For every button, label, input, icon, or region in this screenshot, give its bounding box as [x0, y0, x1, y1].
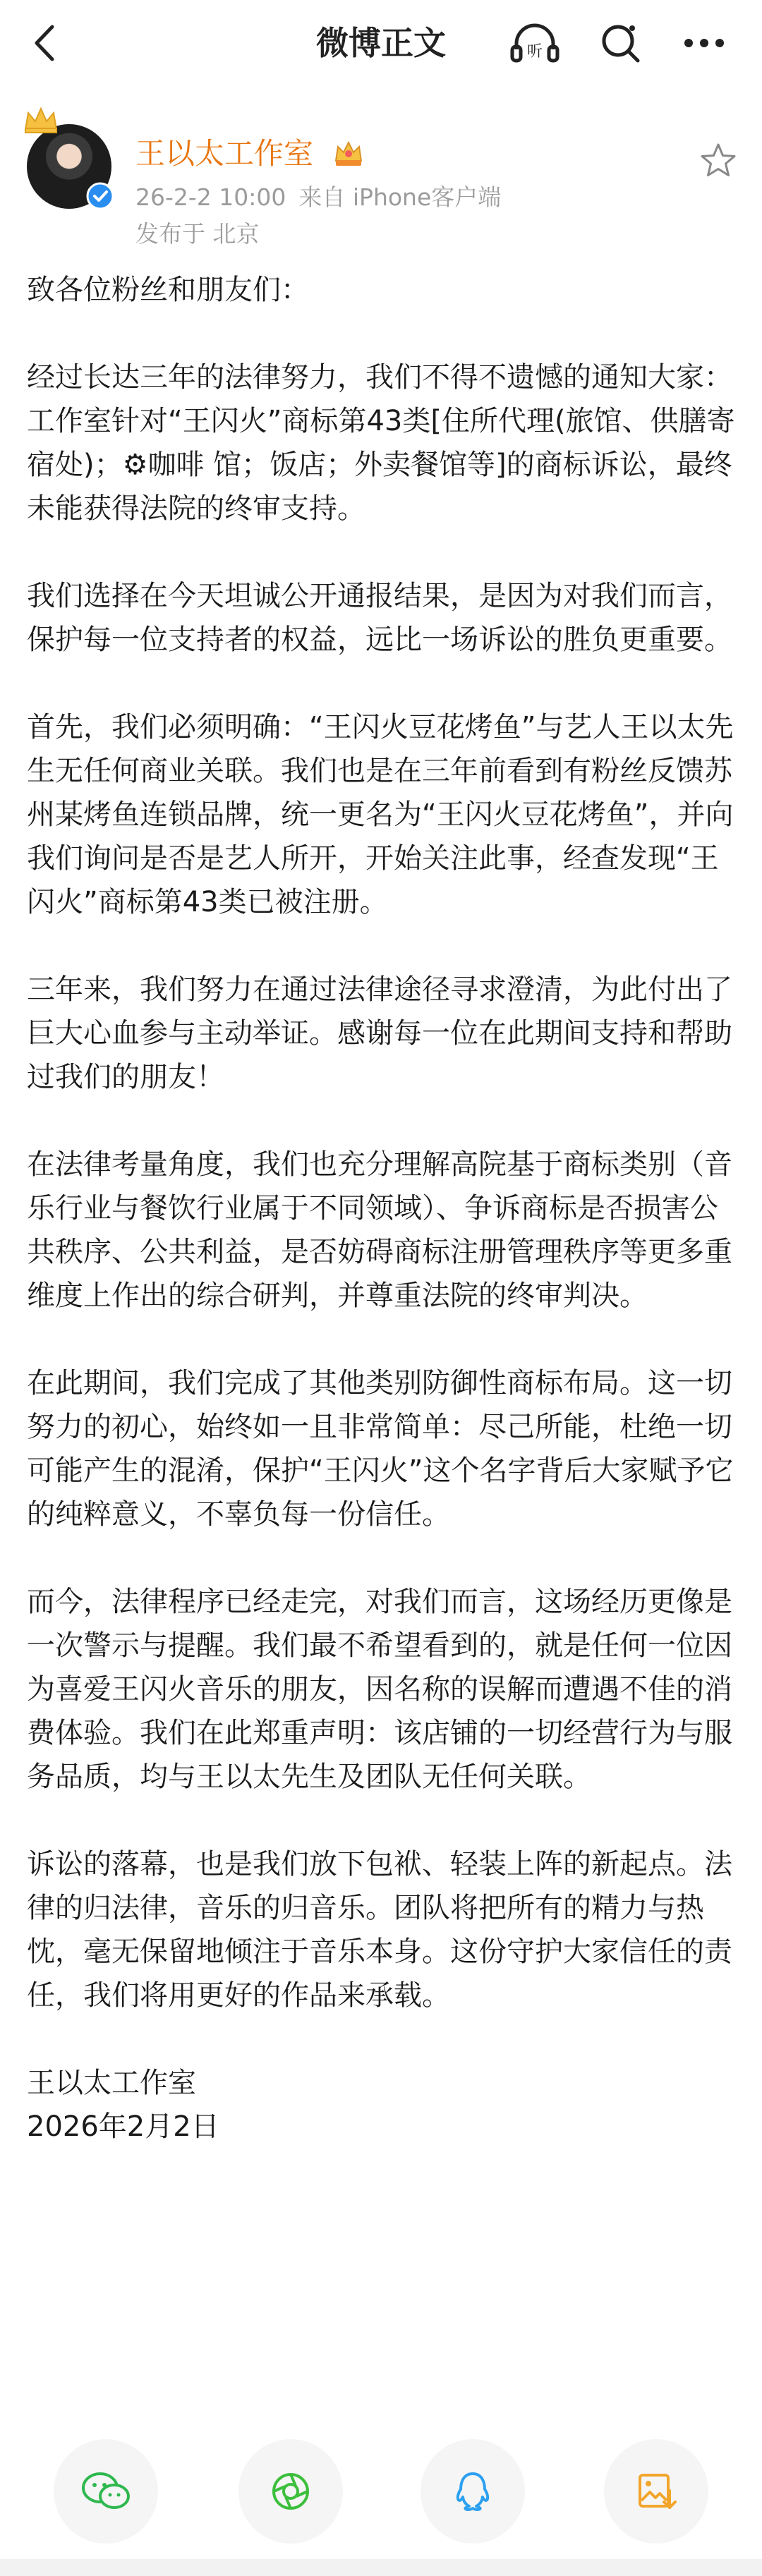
share-moments-button[interactable]: [238, 2439, 343, 2544]
wechat-icon: [78, 2467, 134, 2516]
post-paragraph: 首先，我们必须明确：“王闪火豆花烤鱼”与艺人王以太先生无任何商业关联。我们也是在三年前看到有粉丝反馈苏州某烤鱼连锁品牌，统一更名为“王闪火豆花烤鱼”，并向我们询问是否是艺人所开，开始关注此事，经查发现“王闪火”商标第43类已被注册。: [27, 711, 734, 918]
post-content: [27, 268, 739, 2149]
more-dots-icon: [676, 18, 732, 68]
post-paragraph: 诉讼的落幕，也是我们放下包袱、轻装上阵的新起点。法律的归法律，音乐的归音乐。团队将把所有的精力与热忱，毫无保留地倾注于音乐本身。这份守护大家信任的责任，我们将用更好的作品来承载。: [27, 1848, 732, 2012]
listen-button[interactable]: [507, 18, 563, 68]
author-name[interactable]: 王以太工作室: [135, 136, 314, 171]
search-button[interactable]: [593, 18, 649, 68]
moments-icon: [266, 2467, 315, 2516]
qq-icon: [448, 2467, 497, 2516]
post-meta: [135, 182, 501, 213]
post-time: 26-2-2 10:00: [135, 183, 286, 211]
share-wechat-button[interactable]: [54, 2439, 158, 2544]
post-location: 发布于 北京: [135, 220, 260, 248]
search-icon: [593, 18, 649, 68]
author-header: [0, 106, 762, 261]
post-signature: 王以太工作室: [27, 2067, 196, 2099]
page-title: 微博正文: [316, 24, 446, 62]
post-paragraph: 在此期间，我们完成了其他类别防御性商标布局。这一切努力的初心，始终如一且非常简单：尽己所能，杜绝一切可能产生的混淆，保护“王闪火”这个名字背后大家赋予它的纯粹意义，不辜负每一份信任。: [27, 1367, 734, 1531]
post-date: 2026年2月2日: [27, 2110, 219, 2143]
avatar-wrapper[interactable]: [27, 124, 111, 209]
more-button[interactable]: [676, 18, 732, 68]
post-paragraph: 经过长达三年的法律努力，我们不得不遗憾的通知大家：工作室针对“王闪火”商标第43类[住所代理(旅馆、供膳寄宿处)；⚙咖啡 馆；饭店；外卖餐馆等]的商标诉讼，最终未能获得法院的终审支持。: [27, 361, 735, 525]
post-source: 来自 iPhone客户端: [298, 183, 502, 211]
post-paragraph: 三年来，我们努力在通过法律途径寻求澄清，为此付出了巨大心血参与主动举证。感谢每一位在此期间支持和帮助过我们的朋友！: [27, 973, 732, 1093]
bottom-divider: [0, 2559, 762, 2576]
save-image-button[interactable]: [604, 2439, 708, 2544]
share-bar: [0, 2426, 762, 2532]
favorite-button[interactable]: [698, 141, 738, 181]
blue-verified-icon: [86, 182, 114, 210]
post-paragraph: 我们选择在今天坦诚公开通报结果，是因为对我们而言，保护每一位支持者的权益，远比一场诉讼的胜负更重要。: [27, 580, 732, 656]
post-paragraph: 致各位粉丝和朋友们：: [27, 274, 309, 306]
crown-icon: [23, 106, 59, 134]
listen-label: 听: [526, 43, 543, 61]
share-qq-button[interactable]: [421, 2439, 525, 2544]
post-paragraph: 在法律考量角度，我们也充分理解高院基于商标类别（音乐行业与餐饮行业属于不同领域）、争诉商标是否损害公共秩序、公共利益，是否妨碍商标注册管理秩序等更多重维度上作出的综合研判，并尊重法院的终审判决。: [27, 1148, 732, 1312]
listen-headphones-icon: [507, 18, 563, 68]
star-outline-icon: [698, 141, 738, 181]
post-paragraph: 而今，法律程序已经走完，对我们而言，这场经历更像是一次警示与提醒。我们最不希望看到的，就是任何一位因为喜爱王闪火音乐的朋友，因名称的误解而遭遇不佳的消费体验。我们在此郑重声明：该店铺的一切经营行为与服务品质，均与王以太先生及团队无任何关联。: [27, 1586, 732, 1793]
save-image-icon: [631, 2467, 681, 2516]
top-navigation-bar: [0, 0, 762, 86]
vip-crown-badge-icon[interactable]: [332, 138, 365, 169]
